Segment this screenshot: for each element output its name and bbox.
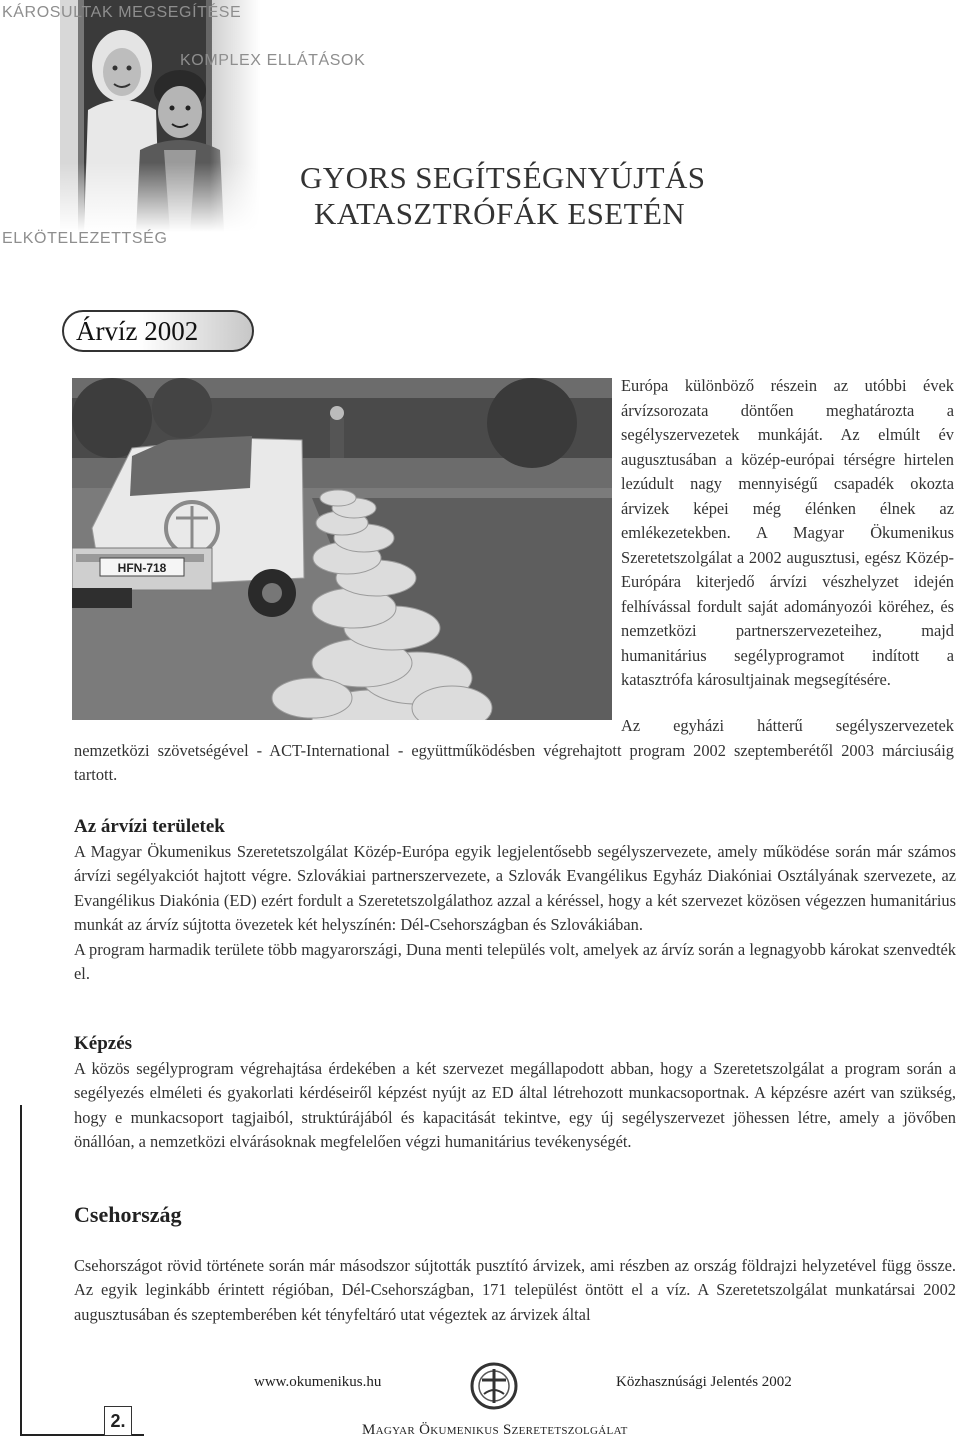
heading-arvizi-teruletek: Az árvízi területek xyxy=(74,816,225,837)
children-photo-illustration xyxy=(60,0,260,232)
section-pill: Árvíz 2002 xyxy=(62,310,254,352)
paragraph-arvizi-2: A program harmadik területe több magyarországi, Duna menti település volt, amelyek az árvíz során a legnagyobb károkat szenvedték el. xyxy=(74,939,956,983)
paragraph-kepzes-1: A közös segélyprogram végrehajtása érdekében a két szervezet megállapodott abban, hogy a Szeretetszolgálat a program során a segélyezés elméleti és gyakorlati kérdéseiről képzést nyújt az ED által létrehozott munkacsoportnak. A képzésre azért van szükség, hogy e munkacsoport tagjaiból, struktúrájából és kapacitását tekintve, egy új segélyszervezet jöhessen létre, amely a jövőben önállóan, a nemzetközi elvárásoknak megfelelően végzi humanitárius tevékenységét. xyxy=(74,1058,956,1151)
footer-org-name: Magyar Ökumenikus Szeretetszolgálat xyxy=(362,1422,628,1438)
intro-cont-first-line: Az egyházi hátterű segélyszervezetek xyxy=(621,716,954,735)
license-plate-text: HFN-718 xyxy=(117,561,167,575)
page-number: 2. xyxy=(104,1406,132,1436)
intro-column: Európa különböző részein az utóbbi évek árvízsorozata döntően meghatározta a segélyszervezetek munkáját. Az elmúlt év augusztusában a közép-európai térségre hirtelen lezúdult nagy mennyiségű csapadék okozta árvizek képei még élénken élnek az emlékezetekben. A Magyar Ökumenikus Szeretetszolgálat a 2002 augusztusi, egész Közép-Európára kiterjedő árvízi vészhelyzet idején felhívással fordult saját adományozói köréhez, és nemzetközi partnerszervezeteihez, majd humanitárius segélyprogramot indított a katasztrófa károsultjainak megsegítésére. xyxy=(621,376,954,689)
header-label-elkotelezettseg: ELKÖTELEZETTSÉG xyxy=(2,230,168,247)
header-label-komplex: KOMPLEX ELLÁTÁSOK xyxy=(180,52,366,69)
paragraph-csehorszag-1: Csehországot rövid története során már másodszor sújtották pusztító árvizek, ami részben az ország földrajzi helyzetével függ össze. Az egyik leginkább érintett régióban, Dél-Csehországban, 171 települést öntött el a víz. A Szeretetszolgálat munkatársai 2002 augusztusában és szeptemberében két tényfeltáró utat végeztek az árvizek által xyxy=(74,1255,956,1324)
footer-report-title: Közhasznúsági Jelentés 2002 xyxy=(616,1374,792,1390)
section-arvizi-teruletek xyxy=(74,815,956,987)
page-title xyxy=(300,160,705,232)
page-title-line1: GYORS SEGÍTSÉGNYÚJTÁS xyxy=(300,160,706,195)
page-title-line2: KATASZTRÓFÁK ESETÉN xyxy=(314,196,686,231)
flood-photo xyxy=(72,378,612,720)
car-sandbags-photo-illustration xyxy=(72,378,612,720)
left-margin-rule xyxy=(20,1105,22,1435)
header-label-karosultak: KÁROSULTAK MEGSEGÍTÉSE xyxy=(2,4,242,21)
section-csehorszag xyxy=(74,1203,956,1327)
section-kepzes xyxy=(74,1032,956,1155)
paragraph-arvizi-1: A Magyar Ökumenikus Szeretetszolgálat Közép-Európa egyik legjelentősebb segélyszervezete, amely működése során már számos árvízi segélyakciót hajtott végre. Szlovákiai partnerszervezete, a Szlovák Evangélikus Egyház Diakóniai Osztályának szervezete, az Evangélikus Diakónia (ED) ezért fordult a Szeretetszolgálathoz azzal a kéréssel, hogy a két szervezet közösen végezzen humanitárius munkát az árvíz sújtotta övezetek két helyszínén: Dél-Csehországban és Szlovákiában. xyxy=(74,841,956,934)
heading-kepzes: Képzés xyxy=(74,1033,133,1054)
heading-csehorszag: Csehország xyxy=(74,1202,182,1227)
footer-website: www.okumenikus.hu xyxy=(254,1374,382,1390)
intro-continuation xyxy=(74,714,954,788)
org-logo-icon xyxy=(470,1360,518,1412)
intro-cont-rest: nemzetközi szövetségével - ACT-International - együttműködésben végrehajtott program 2002 szeptemberétől 2003 márciusáig tartott. xyxy=(74,740,954,784)
header-photo xyxy=(60,0,260,232)
org-logo xyxy=(470,1360,518,1412)
